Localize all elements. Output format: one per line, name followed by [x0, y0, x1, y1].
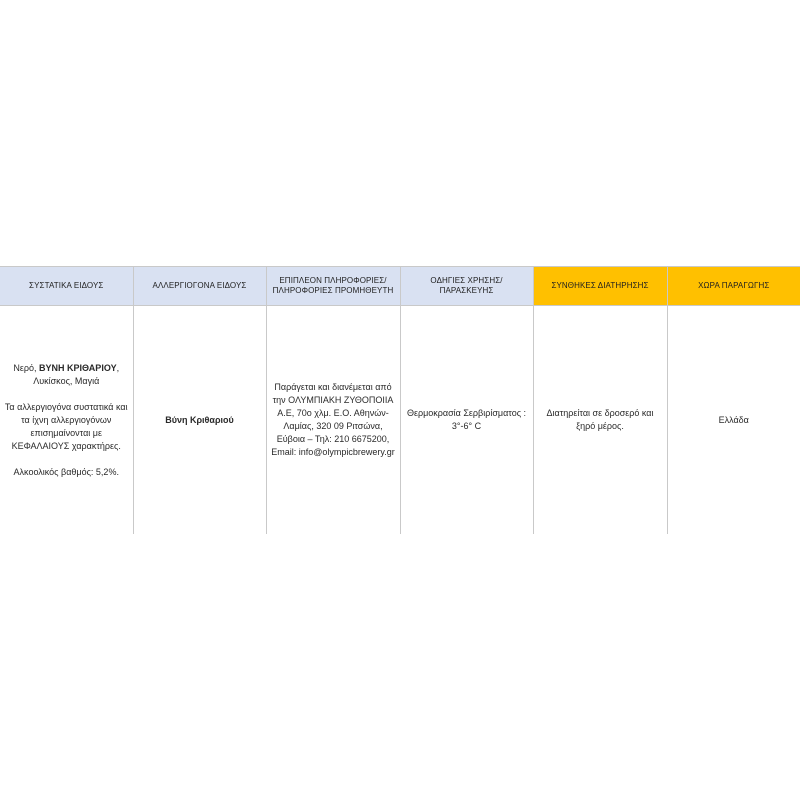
- table-row: [0, 306, 800, 535]
- ingredients-suffix: , Λυκίσκος, Μαγιά: [33, 362, 120, 386]
- header-ingredients: ΣΥΣΤΑΤΙΚΑ ΕΙΔΟΥΣ: [0, 267, 133, 306]
- product-info-sheet: [0, 266, 800, 534]
- ingredients-allergen: ΒΥΝΗ ΚΡΙΘΑΡΙΟΥ: [39, 362, 117, 373]
- product-info-table: [0, 266, 800, 534]
- header-allergens: ΑΛΛΕΡΓΙΟΓΟΝΑ ΕΙΔΟΥΣ: [133, 267, 266, 306]
- header-storage: ΣΥΝΘΗΚΕΣ ΔΙΑΤΗΡΗΣΗΣ: [533, 267, 667, 306]
- ingredients-list: [4, 362, 129, 388]
- cell-usage: Θερμοκρασία Σερβιρίσματος : 3°-6° C: [400, 306, 533, 535]
- cell-storage: Διατηρείται σε δροσερό και ξηρό μέρος.: [533, 306, 667, 535]
- header-usage: ΟΔΗΓΙΕΣ ΧΡΗΣΗΣ/ΠΑΡΑΣΚΕΥΗΣ: [400, 267, 533, 306]
- alcohol-content: Αλκοολικός βαθμός: 5,2%.: [13, 466, 119, 477]
- cell-origin: Ελλάδα: [667, 306, 800, 535]
- header-origin: ΧΩΡΑ ΠΑΡΑΓΩΓΗΣ: [667, 267, 800, 306]
- allergen-note: Τα αλλεργιογόνα συστατικά και τα ίχνη αλλεργιογόνων επισημαίνονται με ΚΕΦΑΛΑΙΟΥΣ χαρακτήρες.: [4, 401, 128, 451]
- cell-supplier-info: Παράγεται και διανέμεται από την ΟΛΥΜΠΙΑΚΗ ΖΥΘΟΠΟΙΙΑ Α.Ε, 70ο χλμ. Ε.Ο. Αθηνών-Λαμίας, 320 09 Ριτσώνα, Εύβοια – Τηλ: 210 6675200, Email: info@olympicbrewery.gr: [266, 306, 400, 535]
- ingredients-prefix: Νερό,: [13, 362, 40, 373]
- cell-ingredients: [0, 306, 133, 535]
- header-supplier-info: ΕΠΙΠΛΕΟΝ ΠΛΗΡΟΦΟΡΙΕΣ/ΠΛΗΡΟΦΟΡΙΕΣ ΠΡΟΜΗΘΕΥΤΗ: [266, 267, 400, 306]
- cell-allergens: Βύνη Κριθαριού: [133, 306, 266, 535]
- header-row: [0, 267, 800, 306]
